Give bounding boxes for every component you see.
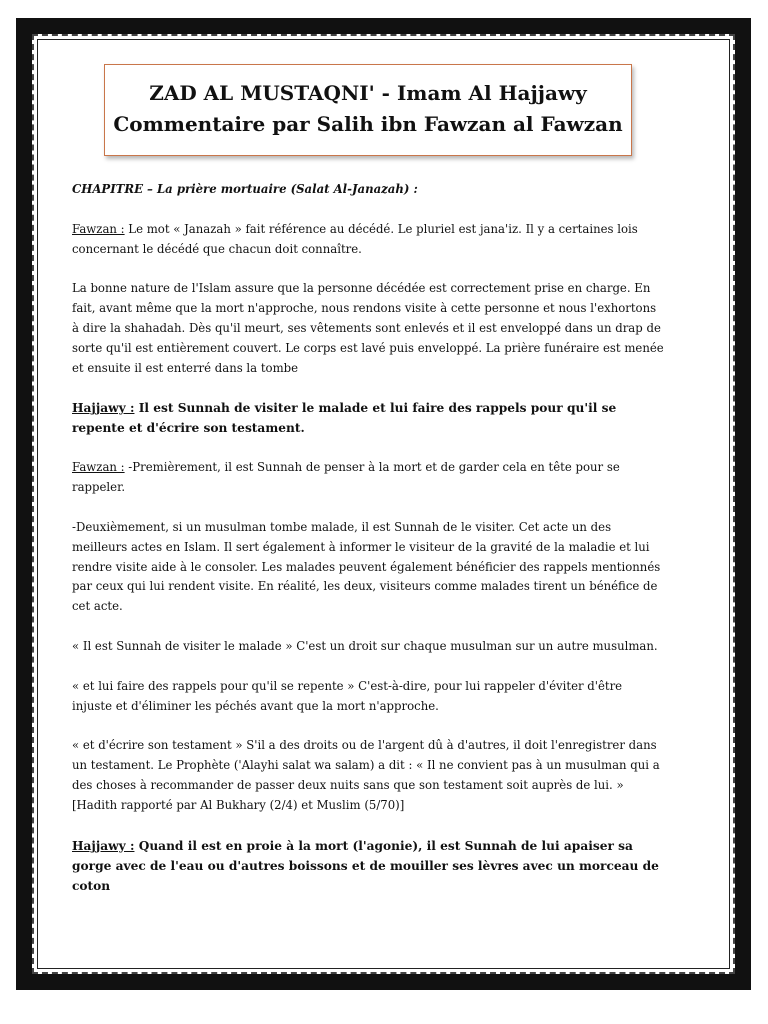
paragraph-text: Le mot « Janazah » fait référence au décédé. Le pluriel est jana'iz. Il y a certaines lois concernant le décédé que chacun doit connaître. [72,221,638,256]
speaker-label: Fawzan : [72,460,125,475]
speaker-label: Fawzan : [72,221,125,236]
paragraph-2 [72,279,664,378]
paragraph-9 [72,836,664,896]
paragraph-3 [72,398,664,438]
paragraph-1 [72,220,664,260]
speaker-label: Hajjawy : [72,401,135,416]
paragraph-7 [72,677,664,717]
paragraph-text: « et d'écrire son testament » S'il a des droits ou de l'argent dû à d'autres, il doit l'enregistrer dans un testament. Le Prophète ('Alayhi salat wa salam) a dit : « Il ne convient pas à un musulman qui a des choses à recommander de passer deux nuits sans que son testament soit auprès de lui. » [Hadith rapporté par Al Bukhary (2/4) et Muslim (5/70)] [72,738,660,812]
paragraph-6 [72,637,664,657]
paragraph-5 [72,518,664,617]
paragraph-text: Il est Sunnah de visiter le malade et lui faire des rappels pour qu'il se repente et d'écrire son testament. [72,401,617,436]
paragraph-4 [72,458,664,498]
chapter-heading: CHAPITRE – La prière mortuaire (Salat Al-Janazah) : [72,182,418,196]
document-body [72,180,664,916]
speaker-label: Hajjawy : [72,838,135,853]
title-box [104,64,632,156]
paragraph-text: Quand il est en proie à la mort (l'agonie), il est Sunnah de lui apaiser sa gorge avec de l'eau ou d'autres boissons et de mouiller ses lèvres avec un morceau de coton [72,838,659,893]
paragraph-text: -Premièrement, il est Sunnah de penser à la mort et de garder cela en tête pour se rappeler. [72,460,620,495]
paragraph-text: La bonne nature de l'Islam assure que la personne décédée est correctement prise en charge. En fait, avant même que la mort n'approche, nous rendons visite à cette personne et nous l'exhortons à dire la shahadah. Dès qu'il meurt, ses vêtements sont enlevés et il est enveloppé dans un drap de sorte qu'il est entièrement couvert. Le corps est lavé puis enveloppé. La prière funéraire est menée et ensuite il est enterré dans la tombe [72,281,664,375]
paragraph-8 [72,736,664,815]
title-line-2: Commentaire par Salih ibn Fawzan al Fawzan [113,112,623,136]
paragraph-text: « et lui faire des rappels pour qu'il se repente » C'est-à-dire, pour lui rappeler d'éviter d'être injuste et d'éliminer les péchés avant que la mort n'approche. [72,678,623,713]
title-line-1: ZAD AL MUSTAQNI' - Imam Al Hajjawy [149,81,587,105]
paragraph-text: -Deuxièmement, si un musulman tombe malade, il est Sunnah de le visiter. Cet acte un des meilleurs actes en Islam. Il sert également à informer le visiteur de la gravité de la maladie et lui rendre visite aide à le consoler. Les malades peuvent également bénéficier des rappels mentionnés par ceux qui lui rendent visite. En réalité, les deux, visiteurs comme malades tirent un bénéfice de cet acte. [72,519,661,614]
paragraph-text: « Il est Sunnah de visiter le malade » C'est un droit sur chaque musulman sur un autre musulman. [72,638,658,653]
